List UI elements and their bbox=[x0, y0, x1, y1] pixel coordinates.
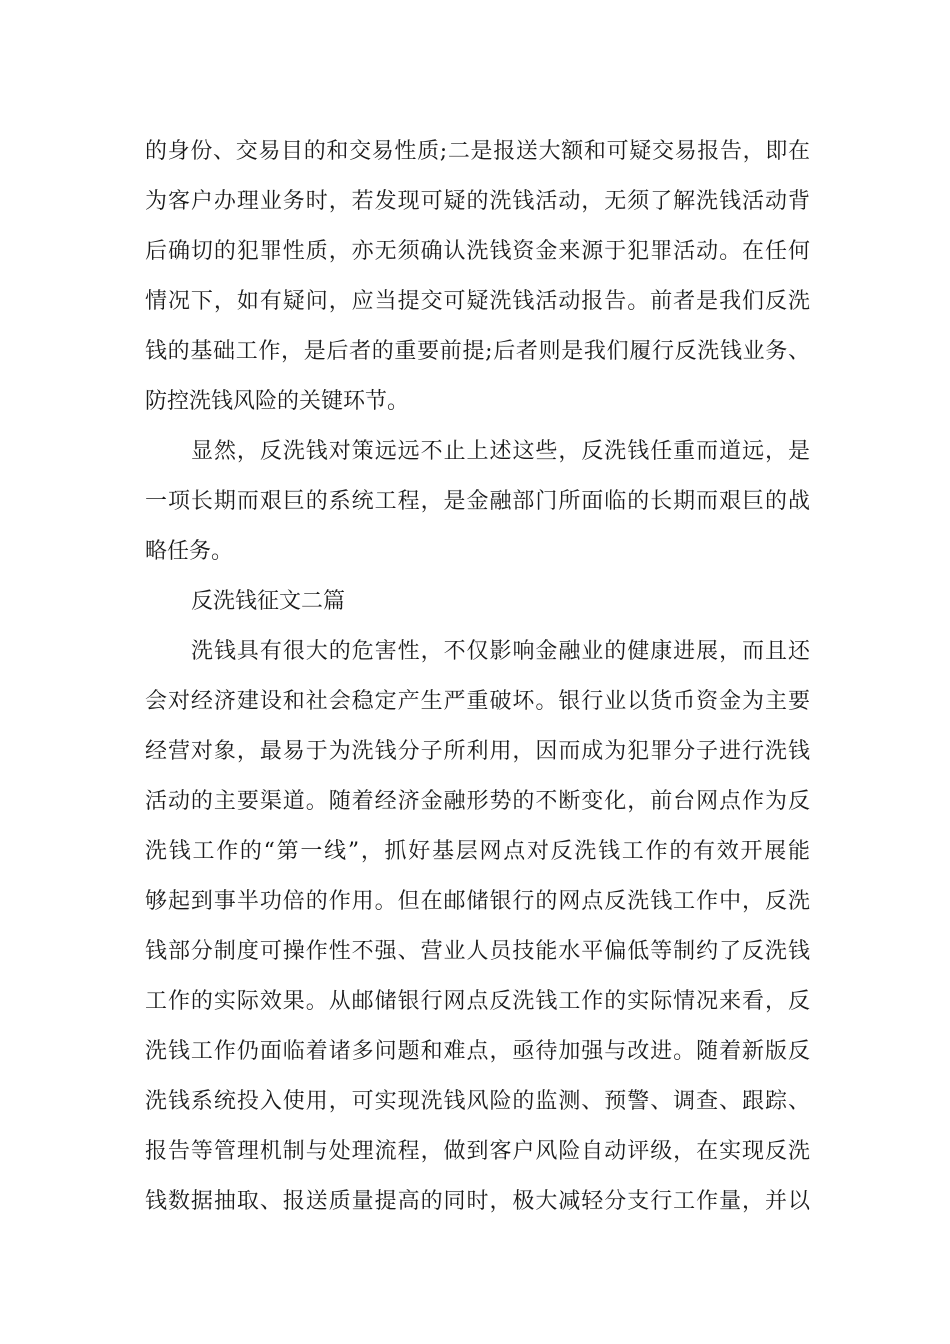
paragraph-first-line: 洗钱具有很大的危害性，不仅影响金融业的健康进展，而且还 bbox=[191, 639, 810, 664]
paragraph-first-line: 显然，反洗钱对策远远不止上述这些，反洗钱任重而道远，是 bbox=[191, 439, 810, 464]
text-line: 一项长期而艰巨的系统工程，是金融部门所面临的长期而艰巨的战 bbox=[145, 489, 810, 514]
text-line: 防控洗钱风险的关键环节。 bbox=[145, 389, 410, 414]
text-line: 情况下，如有疑问，应当提交可疑洗钱活动报告。前者是我们反洗 bbox=[145, 289, 810, 314]
text-line: 略任务。 bbox=[145, 539, 234, 564]
text-line: 报告等管理机制与处理流程，做到客户风险自动评级，在实现反洗 bbox=[145, 1139, 810, 1164]
text-line: 洗钱工作仍面临着诸多问题和难点，亟待加强与改进。随着新版反 bbox=[145, 1039, 810, 1064]
text-line: 钱数据抽取、报送质量提高的同时，极大减轻分支行工作量，并以 bbox=[145, 1189, 810, 1214]
text-line: 工作的实际效果。从邮储银行网点反洗钱工作的实际情况来看，反 bbox=[145, 989, 810, 1014]
text-line: 洗钱工作的“第一线”，抓好基层网点对反洗钱工作的有效开展能 bbox=[145, 839, 810, 864]
section-title: 反洗钱征文二篇 bbox=[191, 589, 346, 614]
text-line: 活动的主要渠道。随着经济金融形势的不断变化，前台网点作为反 bbox=[145, 789, 810, 814]
text-line: 够起到事半功倍的作用。但在邮储银行的网点反洗钱工作中，反洗 bbox=[145, 889, 810, 914]
text-line: 后确切的犯罪性质，亦无须确认洗钱资金来源于犯罪活动。在任何 bbox=[145, 239, 810, 264]
text-line: 为客户办理业务时，若发现可疑的洗钱活动，无须了解洗钱活动背 bbox=[145, 189, 810, 214]
text-line: 洗钱系统投入使用，可实现洗钱风险的监测、预警、调查、跟踪、 bbox=[145, 1089, 810, 1114]
text-line: 钱的基础工作，是后者的重要前提;后者则是我们履行反洗钱业务、 bbox=[145, 339, 810, 364]
text-line: 经营对象，最易于为洗钱分子所利用，因而成为犯罪分子进行洗钱 bbox=[145, 739, 810, 764]
text-line: 钱部分制度可操作性不强、营业人员技能水平偏低等制约了反洗钱 bbox=[145, 939, 810, 964]
text-line: 会对经济建设和社会稳定产生严重破坏。银行业以货币资金为主要 bbox=[145, 689, 810, 714]
text-line: 的身份、交易目的和交易性质;二是报送大额和可疑交易报告，即在 bbox=[145, 139, 810, 164]
